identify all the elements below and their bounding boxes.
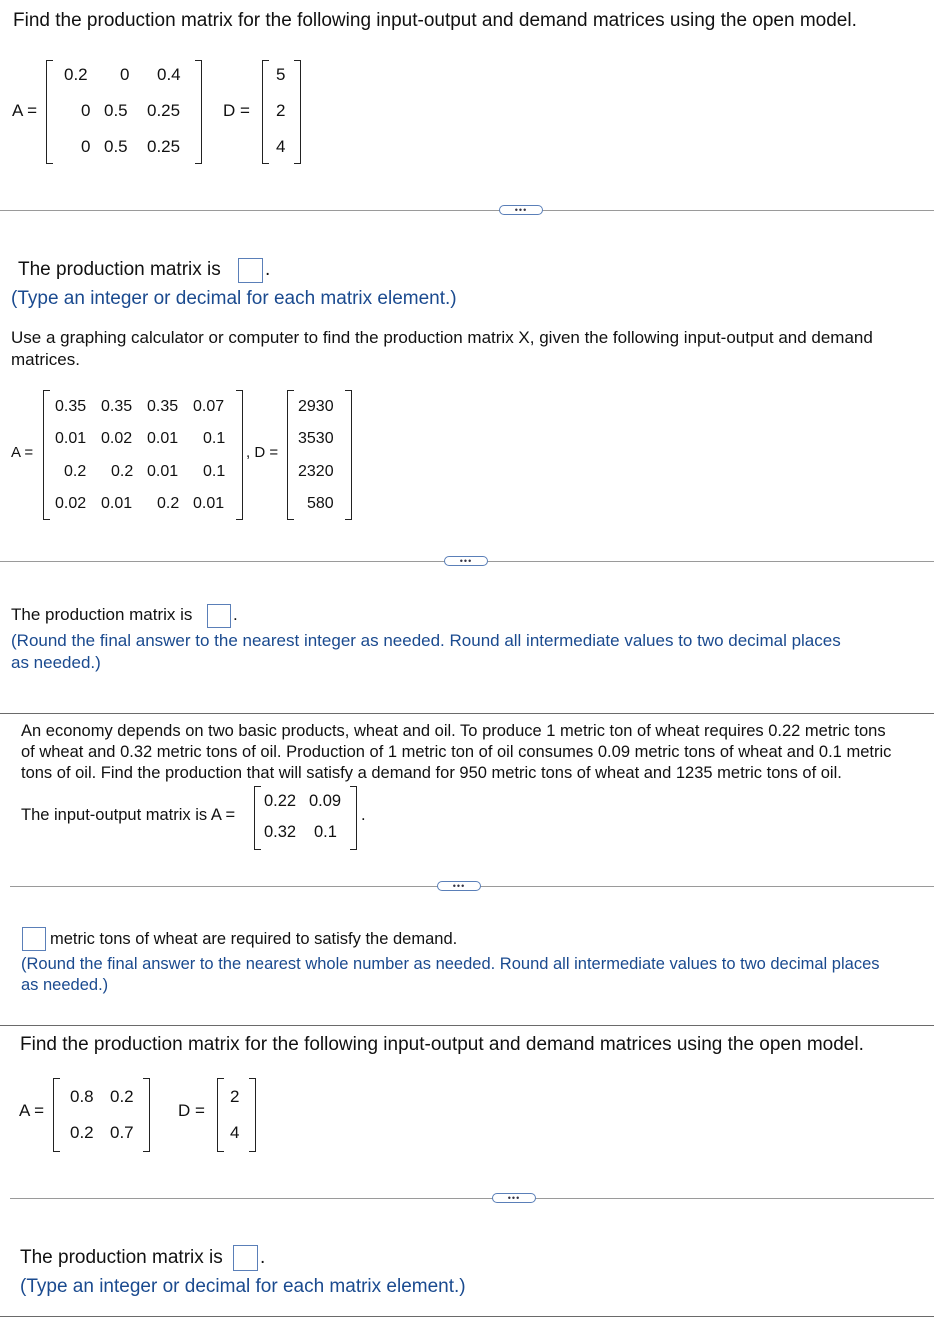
p1-a-right-bracket xyxy=(195,60,202,164)
p4-more-button[interactable]: ••• xyxy=(492,1193,536,1203)
p1-a-cell: 0.4 xyxy=(157,65,181,84)
p1-a-cell: 0 xyxy=(81,101,91,120)
p4-d-cell: 4 xyxy=(230,1123,240,1142)
p2-hint: (Round the final answer to the nearest integer as needed. Round all intermediate values to two decimal places xyxy=(11,631,841,650)
p2-instruction-cont: matrices. xyxy=(11,350,80,369)
p1-a-cell: 0.25 xyxy=(147,101,181,120)
p1-more-button[interactable]: ••• xyxy=(499,205,543,215)
p2-d-right-bracket xyxy=(345,390,352,520)
p3-matrix-suffix: . xyxy=(361,806,366,824)
p4-a-cell: 0.8 xyxy=(70,1087,94,1106)
p4-d-cell: 2 xyxy=(230,1087,240,1106)
p3-a-right-bracket xyxy=(350,786,357,850)
p1-answer-suffix: . xyxy=(265,259,271,280)
p2-a-cell: 0.1 xyxy=(203,430,226,447)
p1-d-left-bracket xyxy=(262,60,269,164)
p3-a-cell: 0.1 xyxy=(314,823,337,841)
p2-a-label: A = xyxy=(11,444,34,461)
p2-a-cell: 0.2 xyxy=(64,463,87,480)
p4-answer-box[interactable] xyxy=(233,1245,258,1271)
p2-d-left-bracket xyxy=(287,390,294,520)
p2-answer-box[interactable] xyxy=(207,604,231,628)
p4-a-right-bracket xyxy=(143,1078,150,1152)
p2-a-cell: 0.02 xyxy=(101,430,133,447)
p1-answer-prefix: The production matrix is xyxy=(18,259,221,280)
p3-a-cell: 0.09 xyxy=(309,792,342,810)
p1-a-cell: 0 xyxy=(120,65,130,84)
p2-a-cell: 0.01 xyxy=(55,430,87,447)
p1-instruction: Find the production matrix for the following input-output and demand matrices using the open model. xyxy=(13,10,857,31)
p2-a-right-bracket xyxy=(236,390,243,520)
p3-answer-box[interactable] xyxy=(22,927,46,951)
p2-a-cell: 0.07 xyxy=(193,398,225,415)
p2-a-left-bracket xyxy=(43,390,50,520)
p1-d-cell: 5 xyxy=(276,65,286,84)
p3-statement-line: An economy depends on two basic products, wheat and oil. To produce 1 metric ton of wheat requires 0.22 metric tons xyxy=(21,722,886,740)
p3-a-cell: 0.22 xyxy=(264,792,297,810)
p1-a-cell: 0.2 xyxy=(64,65,88,84)
p4-d-left-bracket xyxy=(217,1078,224,1152)
p4-d-right-bracket xyxy=(249,1078,256,1152)
p4-a-cell: 0.2 xyxy=(70,1123,94,1142)
p3-a-cell: 0.32 xyxy=(264,823,297,841)
p2-a-cell: 0.01 xyxy=(193,495,225,512)
p1-d-cell: 4 xyxy=(276,137,286,156)
section-separator xyxy=(0,713,934,714)
p3-statement-line: tons of oil. Find the production that will satisfy a demand for 950 metric tons of wheat and 1235 metric tons of oil. xyxy=(21,764,842,782)
p2-a-cell: 0.35 xyxy=(147,398,179,415)
p2-more-button[interactable]: ••• xyxy=(444,556,488,566)
p1-a-cell: 0.5 xyxy=(104,101,128,120)
p1-d-cell: 2 xyxy=(276,101,286,120)
p1-d-label: D = xyxy=(223,101,250,120)
p2-a-cell: 0.35 xyxy=(101,398,133,415)
p4-hint: (Type an integer or decimal for each matrix element.) xyxy=(20,1276,466,1297)
p4-a-label: A = xyxy=(19,1101,45,1120)
bottom-separator xyxy=(0,1316,934,1317)
p2-a-cell: 0.1 xyxy=(203,463,226,480)
p2-a-cell: 0.01 xyxy=(147,430,179,447)
p1-a-cell: 0.25 xyxy=(147,137,181,156)
p2-d-cell: 2320 xyxy=(298,463,334,480)
p4-divider xyxy=(10,1198,934,1199)
p1-hint: (Type an integer or decimal for each matrix element.) xyxy=(11,288,457,309)
p4-a-cell: 0.2 xyxy=(110,1087,134,1106)
p4-instruction: Find the production matrix for the following input-output and demand matrices using the open model. xyxy=(20,1034,864,1055)
p3-hint-cont: as needed.) xyxy=(21,976,109,994)
p4-a-cell: 0.7 xyxy=(110,1123,134,1142)
p1-a-left-bracket xyxy=(46,60,53,164)
p2-a-cell: 0.2 xyxy=(111,463,134,480)
p4-d-label: D = xyxy=(178,1101,205,1120)
p2-hint-cont: as needed.) xyxy=(11,653,101,672)
p2-d-cell: 580 xyxy=(307,495,334,512)
p3-hint: (Round the final answer to the nearest whole number as needed. Round all intermediate values to two decimal places xyxy=(21,955,880,973)
p1-answer-box[interactable] xyxy=(238,258,263,283)
p1-a-cell: 0 xyxy=(81,137,91,156)
p1-a-label: A = xyxy=(12,101,38,120)
p2-instruction: Use a graphing calculator or computer to find the production matrix X, given the following input-output and demand xyxy=(11,328,873,347)
p2-a-cell: 0.2 xyxy=(157,495,180,512)
p2-d-cell: 3530 xyxy=(298,430,334,447)
p2-answer-suffix: . xyxy=(233,605,238,624)
p1-a-cell: 0.5 xyxy=(104,137,128,156)
p1-divider xyxy=(0,210,934,211)
p1-d-right-bracket xyxy=(294,60,301,164)
p3-answer-text: metric tons of wheat are required to satisfy the demand. xyxy=(50,930,458,948)
p2-a-cell: 0.01 xyxy=(147,463,179,480)
p2-a-cell: 0.02 xyxy=(55,495,87,512)
p3-a-left-bracket xyxy=(254,786,261,850)
p3-matrix-label: The input-output matrix is A = xyxy=(21,806,236,824)
p4-answer-prefix: The production matrix is xyxy=(20,1247,223,1268)
p4-a-left-bracket xyxy=(53,1078,60,1152)
p2-a-cell: 0.01 xyxy=(101,495,133,512)
p2-a-cell: 0.35 xyxy=(55,398,87,415)
section-separator xyxy=(0,1025,934,1026)
p3-statement-line: of wheat and 0.32 metric tons of oil. Production of 1 metric ton of oil consumes 0.09 metric tons of wheat and 0.1 metric xyxy=(21,743,892,761)
p2-d-cell: 2930 xyxy=(298,398,334,415)
p4-answer-suffix: . xyxy=(260,1247,266,1268)
p2-answer-prefix: The production matrix is xyxy=(11,605,193,624)
p3-more-button[interactable]: ••• xyxy=(437,881,481,891)
p2-d-label: , D = xyxy=(246,444,279,461)
